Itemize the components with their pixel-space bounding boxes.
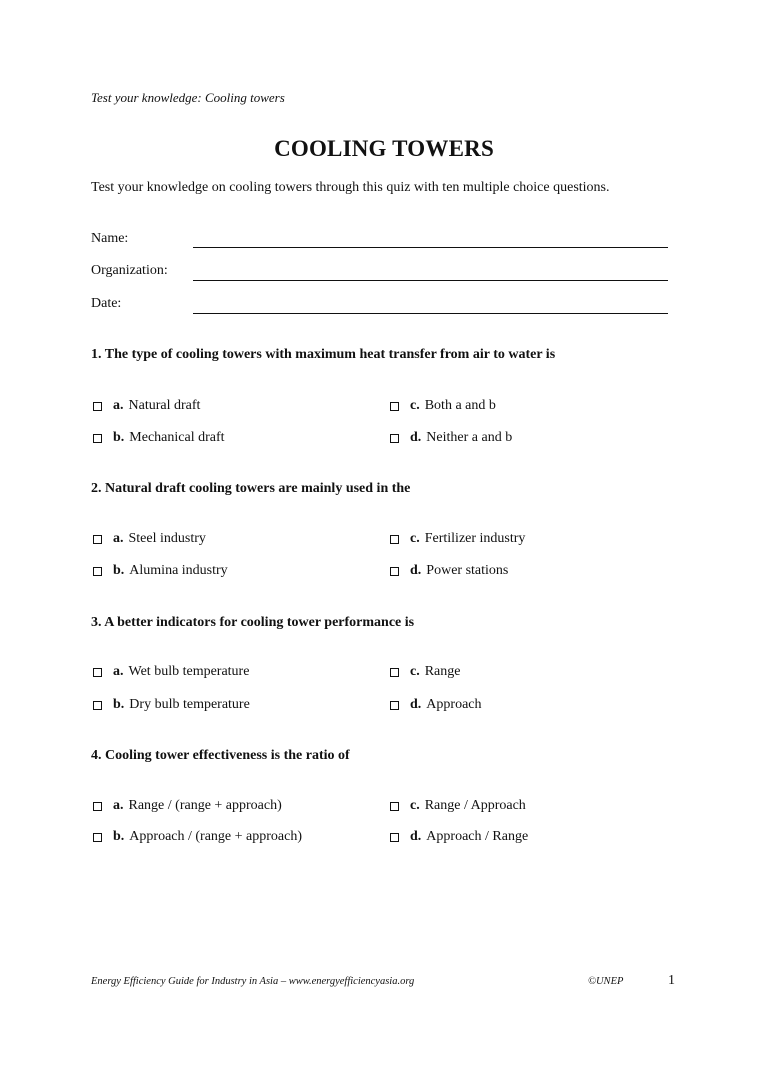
checkbox[interactable] [93, 402, 102, 411]
date-field[interactable] [193, 313, 668, 314]
checkbox[interactable] [390, 567, 399, 576]
header-note: Test your knowledge: Cooling towers [91, 90, 285, 105]
option-text: Neither a and b [426, 430, 513, 445]
checkbox[interactable] [93, 833, 102, 842]
checkbox[interactable] [390, 402, 399, 411]
checkbox[interactable] [93, 701, 102, 710]
option-letter: a. [113, 664, 124, 679]
option-2b[interactable] [93, 563, 228, 579]
option-text: Range [424, 664, 461, 679]
option-letter: a. [113, 798, 124, 813]
option-text: Natural draft [128, 398, 201, 413]
option-letter: d. [410, 430, 422, 445]
option-letter: b. [113, 829, 125, 844]
option-2d[interactable] [390, 563, 508, 579]
option-letter: b. [113, 697, 125, 712]
option-text: Mechanical draft [129, 430, 225, 445]
option-3a[interactable] [93, 664, 249, 680]
checkbox[interactable] [390, 802, 399, 811]
checkbox[interactable] [93, 434, 102, 443]
option-text: Steel industry [128, 531, 206, 546]
checkbox[interactable] [93, 567, 102, 576]
option-1d[interactable] [390, 430, 512, 446]
option-text: Range / (range + approach) [128, 798, 282, 813]
option-2a[interactable] [93, 531, 206, 547]
option-text: Approach / Range [426, 829, 529, 844]
intro-text: Test your knowledge on cooling towers through this quiz with ten multiple choice questions. [91, 180, 610, 195]
checkbox[interactable] [390, 668, 399, 677]
option-letter: c. [410, 664, 420, 679]
option-2c[interactable] [390, 531, 525, 547]
option-4b[interactable] [93, 829, 302, 845]
option-1a[interactable] [93, 398, 200, 414]
question-1: 1. The type of cooling towers with maximum heat transfer from air to water is [91, 347, 556, 362]
organization-label: Organization: [91, 263, 168, 278]
option-3c[interactable] [390, 664, 460, 680]
option-text: Fertilizer industry [424, 531, 526, 546]
option-text: Wet bulb temperature [128, 664, 250, 679]
option-letter: c. [410, 398, 420, 413]
page-title: COOLING TOWERS [274, 136, 494, 161]
option-3b[interactable] [93, 697, 250, 713]
option-letter: d. [410, 563, 422, 578]
checkbox[interactable] [93, 802, 102, 811]
question-4: 4. Cooling tower effectiveness is the ratio of [91, 748, 350, 763]
question-3: 3. A better indicators for cooling tower performance is [91, 615, 415, 630]
option-letter: d. [410, 829, 422, 844]
option-text: Approach / (range + approach) [129, 829, 302, 844]
footer-text: Energy Efficiency Guide for Industry in Asia – www.energyefficiencyasia.org [91, 976, 415, 987]
checkbox[interactable] [390, 833, 399, 842]
option-4a[interactable] [93, 798, 282, 814]
option-4d[interactable] [390, 829, 528, 845]
option-letter: b. [113, 430, 125, 445]
checkbox[interactable] [390, 535, 399, 544]
option-letter: a. [113, 398, 124, 413]
organization-field[interactable] [193, 280, 668, 281]
question-2: 2. Natural draft cooling towers are mainly used in the [91, 481, 411, 496]
option-text: Alumina industry [129, 563, 228, 578]
option-text: Both a and b [424, 398, 496, 413]
option-1c[interactable] [390, 398, 496, 414]
option-1b[interactable] [93, 430, 225, 446]
option-3d[interactable] [390, 697, 482, 713]
option-letter: d. [410, 697, 422, 712]
option-text: Power stations [426, 563, 509, 578]
option-letter: c. [410, 531, 420, 546]
option-letter: b. [113, 563, 125, 578]
name-field[interactable] [193, 247, 668, 248]
checkbox[interactable] [390, 701, 399, 710]
checkbox[interactable] [93, 668, 102, 677]
option-text: Dry bulb temperature [129, 697, 250, 712]
page-number: 1 [668, 973, 675, 988]
option-letter: c. [410, 798, 420, 813]
name-label: Name: [91, 231, 129, 246]
checkbox[interactable] [390, 434, 399, 443]
checkbox[interactable] [93, 535, 102, 544]
footer-copyright: ©UNEP [588, 976, 624, 987]
option-text: Range / Approach [424, 798, 526, 813]
option-text: Approach [426, 697, 482, 712]
option-letter: a. [113, 531, 124, 546]
date-label: Date: [91, 296, 122, 311]
option-4c[interactable] [390, 798, 526, 814]
